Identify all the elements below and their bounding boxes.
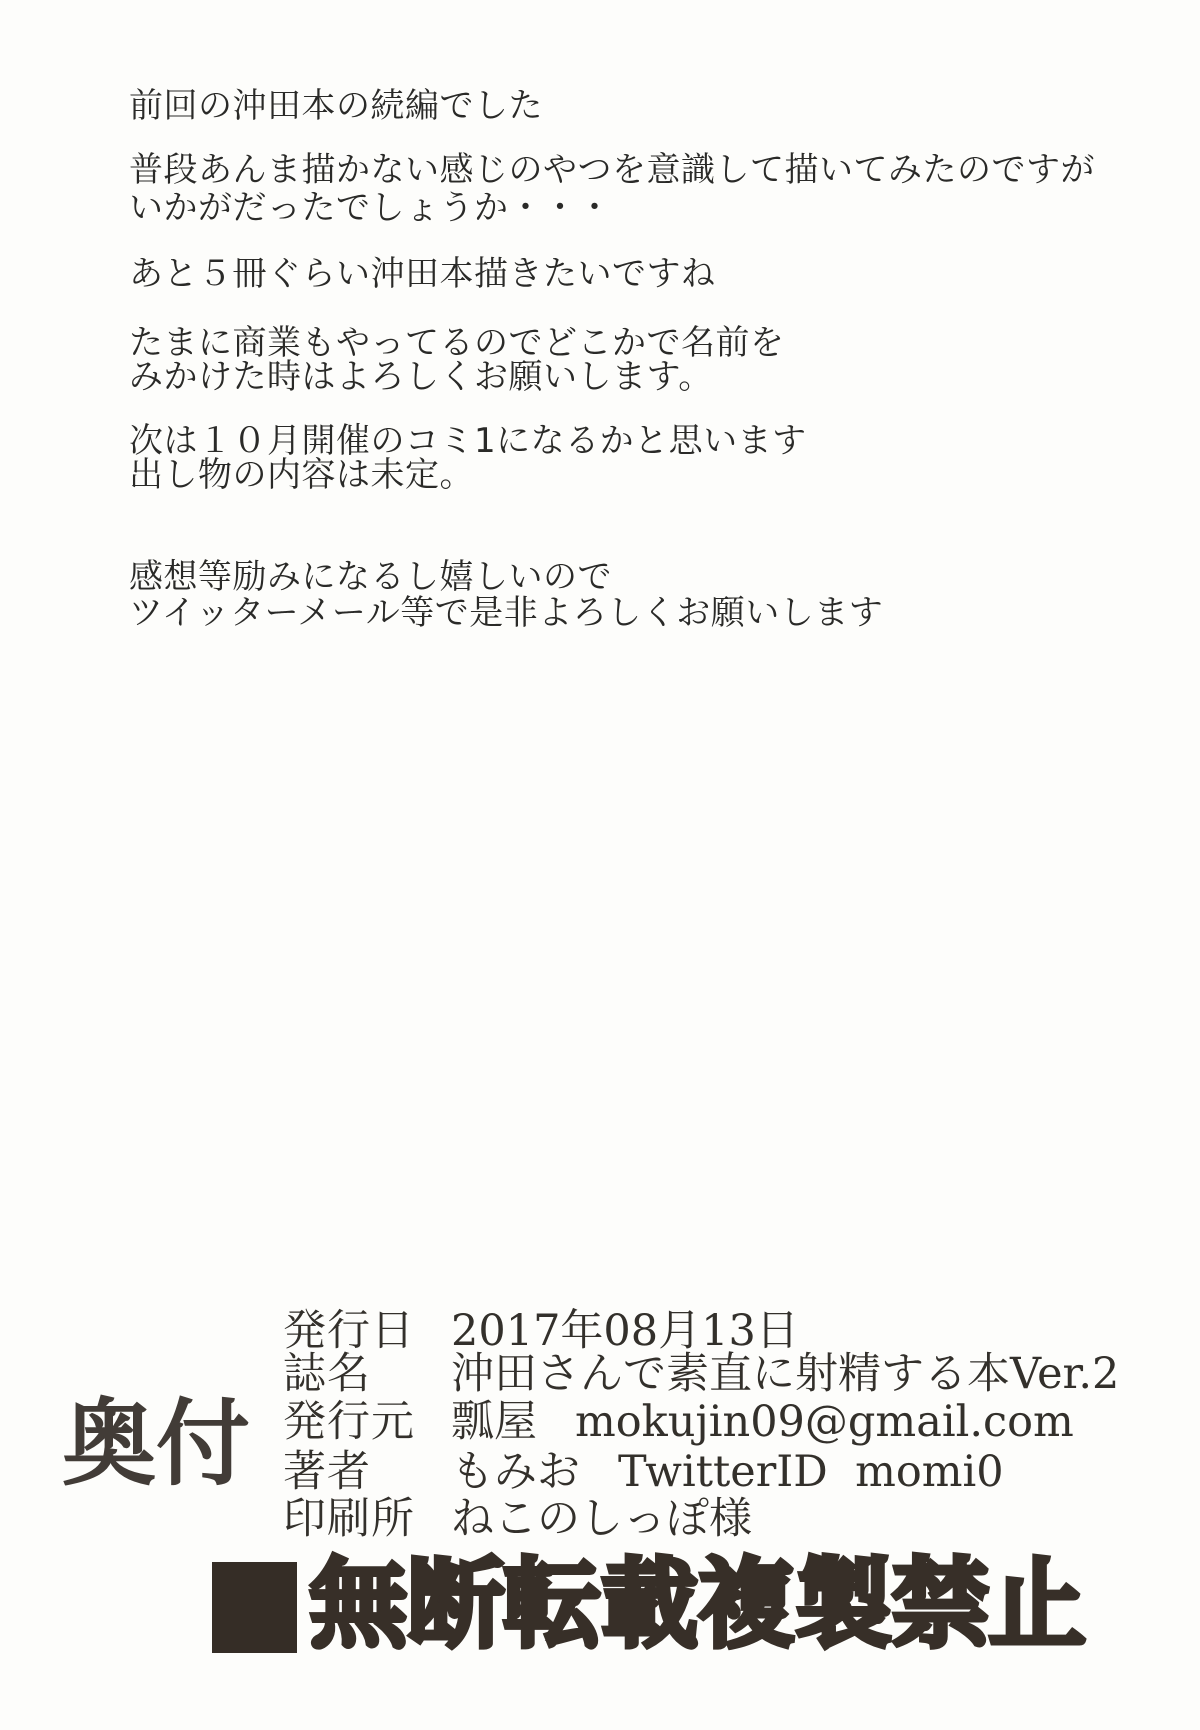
colophon-label: 著者 bbox=[283, 1447, 371, 1497]
colophon-email: mokujin09@gmail.com bbox=[575, 1397, 1074, 1447]
afterword-line: 出し物の内容は未定。 bbox=[129, 455, 474, 495]
colophon-value: もみお bbox=[451, 1447, 580, 1497]
afterword-line: ツイッターメール等で是非よろしくお願いします bbox=[129, 593, 884, 633]
colophon-twitter-id: TwitterID momi0 bbox=[618, 1447, 1004, 1497]
colophon-label: 発行元 bbox=[283, 1397, 415, 1447]
colophon-value: 瓢屋 bbox=[451, 1397, 537, 1447]
colophon-label: 発行日 bbox=[283, 1306, 415, 1356]
colophon-value: ねこのしっぽ様 bbox=[451, 1494, 752, 1544]
black-square-icon bbox=[212, 1562, 297, 1653]
afterword-line: 感想等励みになるし嬉しいので bbox=[129, 557, 612, 597]
afterword-line: みかけた時はよろしくお願いします。 bbox=[129, 357, 713, 397]
afterword-line: 前回の沖田本の続編でした bbox=[129, 86, 543, 126]
afterword-line: いかがだったでしょうか・・・ bbox=[129, 188, 612, 228]
afterword-line: 次は１０月開催のコミ1になるかと思います bbox=[129, 421, 807, 461]
no-reproduction-text: 無断転載複製禁止 bbox=[310, 1548, 1086, 1661]
colophon-label: 印刷所 bbox=[283, 1494, 415, 1544]
afterword-line: たまに商業もやってるのでどこかで名前を bbox=[129, 323, 785, 363]
no-reproduction-notice bbox=[212, 1548, 1086, 1661]
colophon-row-printer bbox=[283, 1485, 790, 1546]
colophon-title: 奥付 bbox=[62, 1390, 251, 1499]
colophon-value: 2017年08月13日 bbox=[451, 1306, 799, 1356]
colophon-label: 誌名 bbox=[283, 1349, 371, 1399]
afterword-line: あと５冊ぐらい沖田本描きたいですね bbox=[129, 254, 716, 294]
colophon-value: 沖田さんで素直に射精する本Ver.2 bbox=[451, 1349, 1120, 1399]
afterword-line: 普段あんま描かない感じのやつを意識して描いてみたのですが bbox=[129, 150, 1095, 190]
